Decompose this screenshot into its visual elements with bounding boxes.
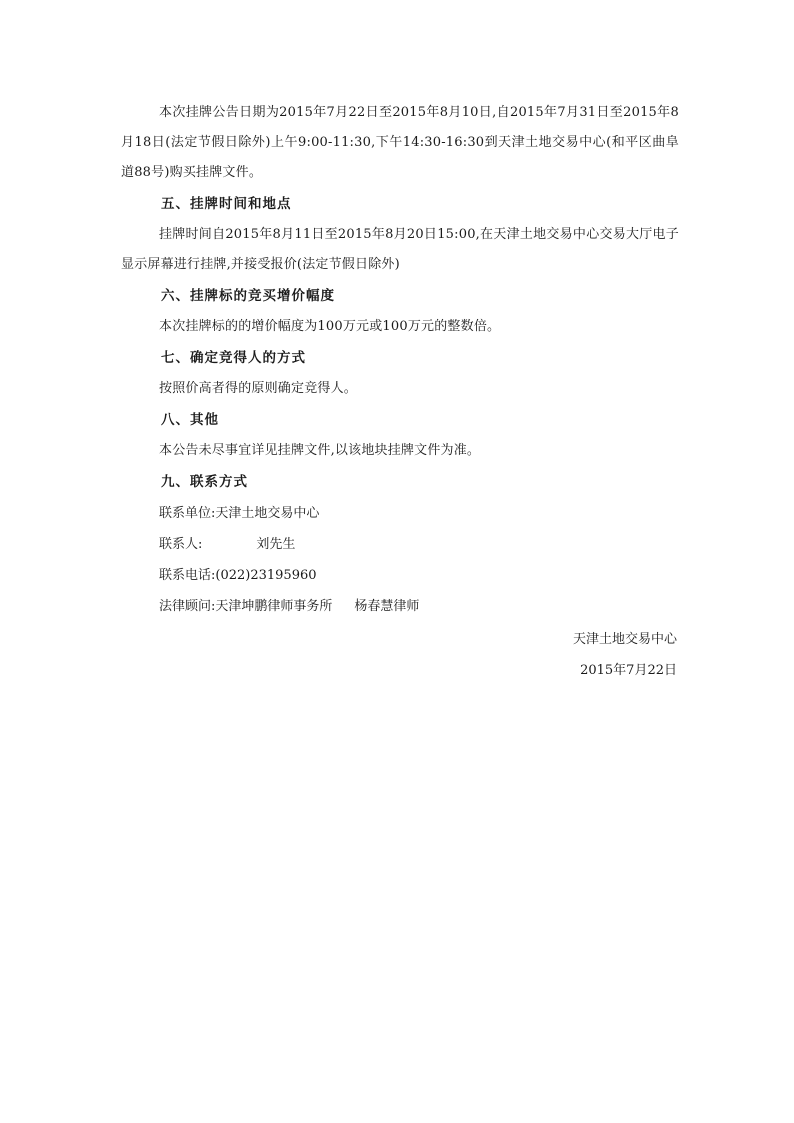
contact-person-line (121, 529, 679, 560)
contact-lawyer-label: 法律顾问: (159, 599, 216, 614)
announcement-period-paragraph: 本次挂牌公告日期为2015年7月22日至2015年8月10日,自2015年7月31日至2015年8月18日(法定节假日除外)上午9:00-11:30,下午14:30-16:30到天津土地交易中心(和平区曲阜道88号)购买挂牌文件。 (121, 105, 679, 180)
contact-unit-label: 联系单位: (159, 506, 216, 521)
contact-phone-line (121, 560, 679, 591)
signature-block (121, 624, 679, 686)
section-heading-8: 八、其他 (161, 412, 219, 428)
section-body-5: 挂牌时间自2015年8月11日至2015年8月20日15:00,在天津土地交易中心交易大厅电子显示屏幕进行挂牌,并接受报价(法定节假日除外) (121, 227, 679, 272)
contact-lawyer-line (121, 591, 679, 622)
section-body-6: 本次挂牌标的的增价幅度为100万元或100万元的整数倍。 (159, 319, 501, 334)
signature-date: 2015年7月22日 (580, 663, 677, 678)
section-body-8: 本公告未尽事宜详见挂牌文件,以该地块挂牌文件为准。 (159, 443, 481, 458)
contact-lawyer-name: 杨春慧律师 (354, 599, 420, 614)
contact-lawyer-firm: 天津坤鹏律师事务所 (215, 599, 333, 614)
contact-phone-value: (022)23195960 (215, 568, 317, 583)
section-body-7: 按照价高者得的原则确定竞得人。 (159, 381, 358, 396)
contact-person-label: 联系人: (159, 537, 203, 552)
section-heading-6: 六、挂牌标的竞买增价幅度 (161, 288, 335, 304)
section-heading-7: 七、确定竞得人的方式 (161, 350, 306, 366)
contact-unit-value: 天津土地交易中心 (215, 506, 320, 521)
contact-phone-label: 联系电话: (159, 568, 216, 583)
section-heading-9: 九、联系方式 (161, 474, 248, 490)
document-body (121, 98, 679, 686)
signature-org: 天津土地交易中心 (572, 632, 677, 647)
contact-person-value: 刘先生 (256, 537, 296, 552)
contact-unit-line (121, 498, 679, 529)
section-heading-5: 五、挂牌时间和地点 (161, 196, 292, 212)
